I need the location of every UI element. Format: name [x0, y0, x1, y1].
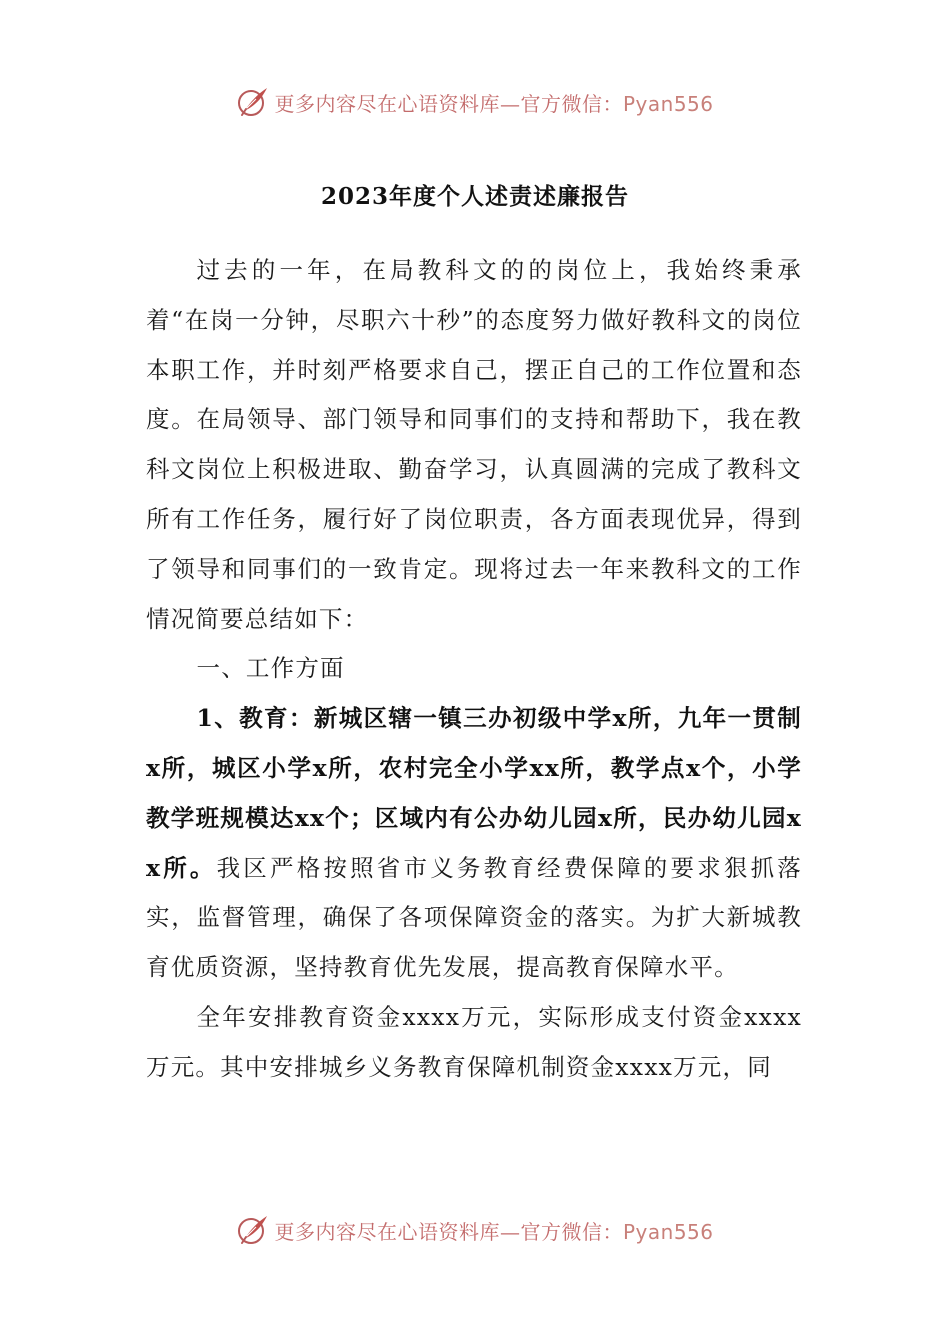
education-summary-bold: 1、教育：新城区辖一镇三办初级中学x所，九年一贯制x所，城区小学x所，农村完全小学xx所，教学点x个，小学教学班规模达xx个；区域内有公办幼儿园x所，民办幼儿园xx所。: [146, 704, 802, 882]
paragraph-education: 1、教育：新城区辖一镇三办初级中学x所，九年一贯制x所，城区小学x所，农村完全小学xx所，教学点x个，小学教学班规模达xx个；区域内有公办幼儿园x所，民办幼儿园xx所。我区严格按照省市义务教育经费保障的要求狠抓落实，监督管理，确保了各项保障资金的落实。为扩大新城教育优质资源，坚持教育优先发展，提高教育保障水平。: [146, 704, 802, 982]
watermark-footer: [0, 1208, 950, 1252]
document-body: [146, 246, 802, 1093]
watermark-text: 更多内容尽在心语资料库—官方微信：Pyan556: [274, 1219, 714, 1244]
feather-pen-circle-icon: [236, 85, 270, 119]
paragraph-intro: 过去的一年，在局教科文的的岗位上，我始终秉承着“在岗一分钟，尽职六十秒”的态度努力做好教科文的岗位本职工作，并时刻严格要求自己，摆正自己的工作位置和态度。在局领导、部门领导和同事们的支持和帮助下，我在教科文岗位上积极进取、勤奋学习，认真圆满的完成了教科文所有工作任务，履行好了岗位职责，各方面表现优异，得到了领导和同事们的一致肯定。现将过去一年来教科文的工作情况简要总结如下：: [146, 256, 802, 633]
watermark-text: 更多内容尽在心语资料库—官方微信：Pyan556: [274, 91, 714, 116]
feather-pen-circle-icon: [236, 1213, 270, 1247]
section-heading-work: 一、工作方面: [196, 654, 345, 683]
paragraph-funding: 全年安排教育资金xxxx万元，实际形成支付资金xxxx万元。其中安排城乡义务教育保障机制资金xxxx万元，同: [146, 1002, 802, 1081]
document-title: 2023年度个人述责述廉报告: [320, 183, 629, 210]
watermark-header: [0, 80, 950, 124]
